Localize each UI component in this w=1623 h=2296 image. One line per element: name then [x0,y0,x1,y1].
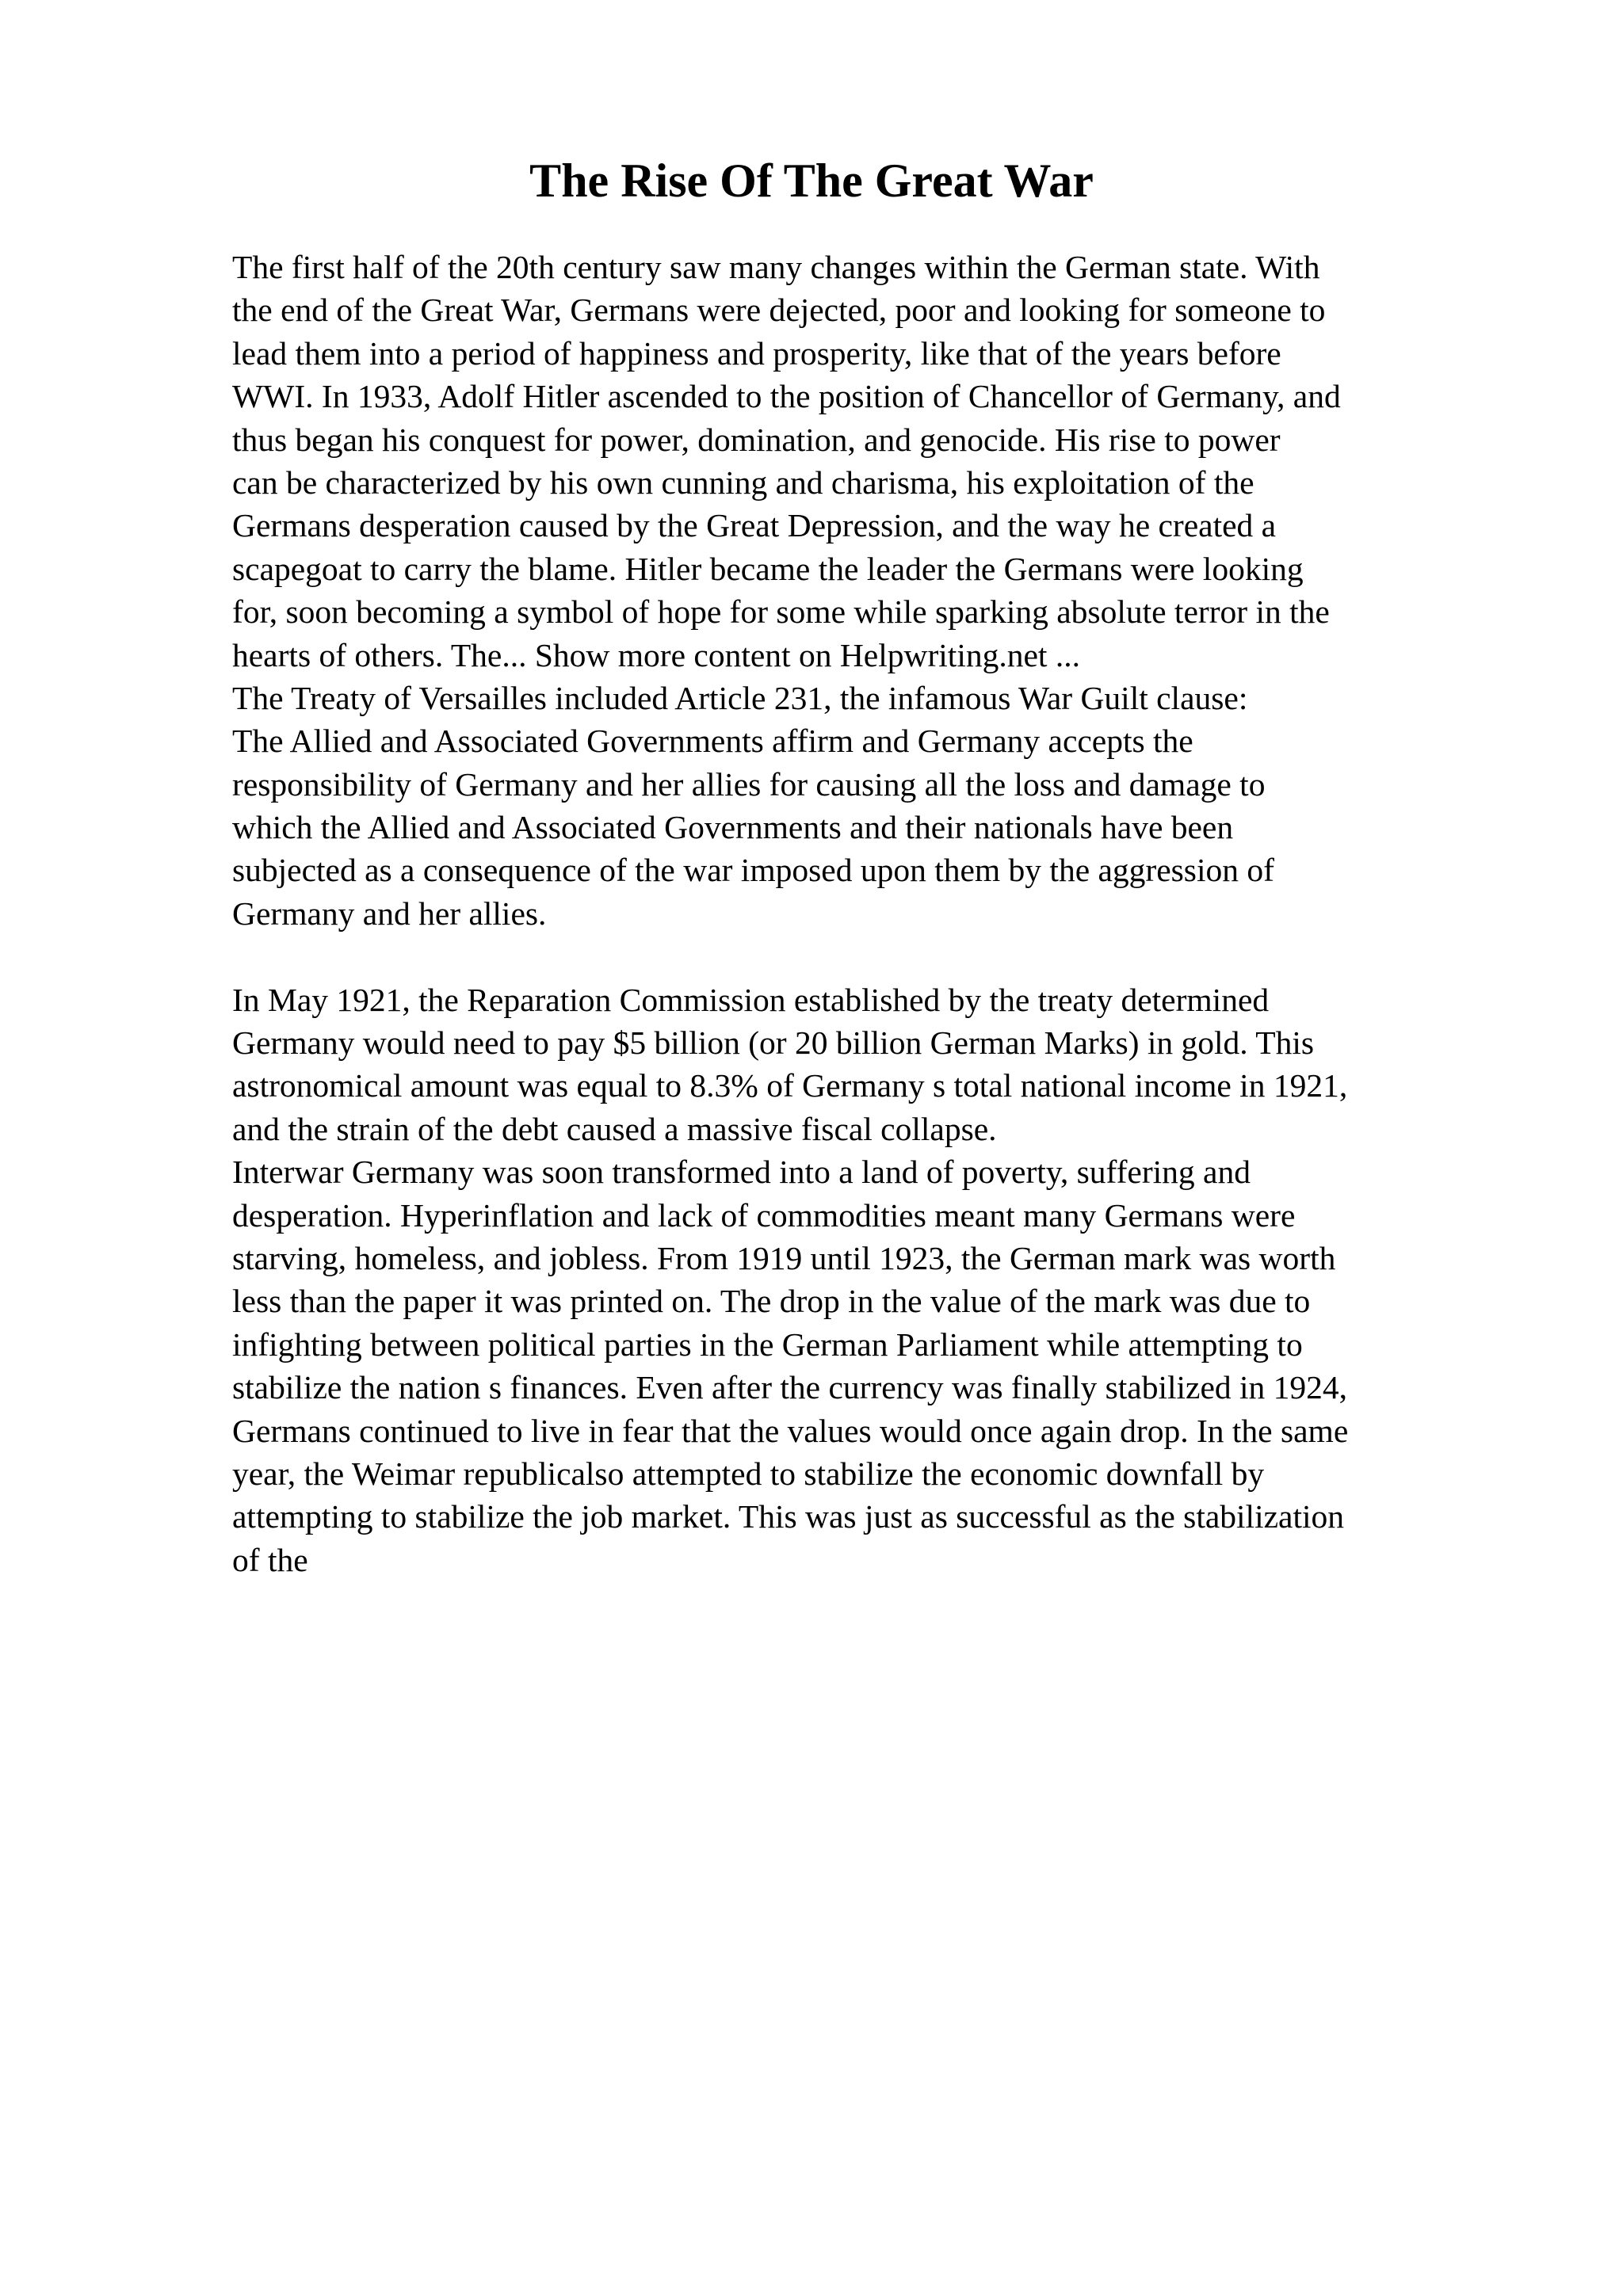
text-line: responsibility of Germany and her allies for causing all the loss and damage to [232,765,1266,803]
text-line: for, soon becoming a symbol of hope for some while sparking absolute terror in the [232,593,1330,631]
page-title: The Rise Of The Great War [529,154,1094,207]
text-line: hearts of others. The... Show more content on Helpwriting.net ... [232,636,1080,673]
text-line: less than the paper it was printed on. The drop in the value of the mark was due to [232,1283,1311,1320]
text-line: WWI. In 1933, Adolf Hitler ascended to the position of Chancellor of Germany, and [232,378,1341,415]
text-line: desperation. Hyperinflation and lack of commodities meant many Germans were [232,1196,1296,1234]
text-line: which the Allied and Associated Governments and their nationals have been [232,809,1234,846]
text-line: Interwar Germany was soon transformed into a land of poverty, suffering and [232,1154,1251,1191]
text-line: starving, homeless, and jobless. From 1919 until 1923, the German mark was worth [232,1239,1336,1276]
text-line: thus began his conquest for power, domination, and genocide. His rise to power [232,421,1281,458]
text-line: scapegoat to carry the blame. Hitler became the leader the Germans were looking [232,550,1304,587]
text-line: the end of the Great War, Germans were dejected, poor and looking for someone to [232,292,1326,329]
text-line: Germans continued to live in fear that the values would once again drop. In the same [232,1412,1349,1449]
text-line: Germans desperation caused by the Great Depression, and the way he created a [232,507,1277,544]
text-line: lead them into a period of happiness and prosperity, like that of the years before [232,334,1281,372]
body-text [232,246,1516,1581]
text-line: year, the Weimar republicalso attempted to stabilize the economic downfall by [232,1455,1265,1492]
text-line: of the [232,1541,308,1578]
text-line: subjected as a consequence of the war imposed upon them by the aggression of [232,852,1274,889]
text-line: The Allied and Associated Governments affirm and Germany accepts the [232,723,1193,760]
text-line: In May 1921, the Reparation Commission established by the treaty determined [232,981,1270,1018]
blank-line [232,935,1516,978]
text-line: can be characterized by his own cunning and charisma, his exploitation of the [232,463,1254,501]
text-line: infighting between political parties in the German Parliament while attempting to [232,1325,1303,1363]
text-line: Germany would need to pay $5 billion (or 20 billion German Marks) in gold. This [232,1024,1315,1062]
text-line: The first half of the 20th century saw many changes within the German state. With [232,249,1320,285]
text-line: stabilize the nation s finances. Even after the currency was finally stabilized in 1924, [232,1369,1348,1406]
text-line: attempting to stabilize the job market. This was just as successful as the stabilization [232,1498,1345,1535]
text-line: astronomical amount was equal to 8.3% of Germany s total national income in 1921, [232,1067,1348,1104]
text-line: The Treaty of Versailles included Article 231, the infamous War Guilt clause: [232,679,1248,716]
text-line: and the strain of the debt caused a massive fiscal collapse. [232,1110,997,1147]
text-line: Germany and her allies. [232,894,547,932]
